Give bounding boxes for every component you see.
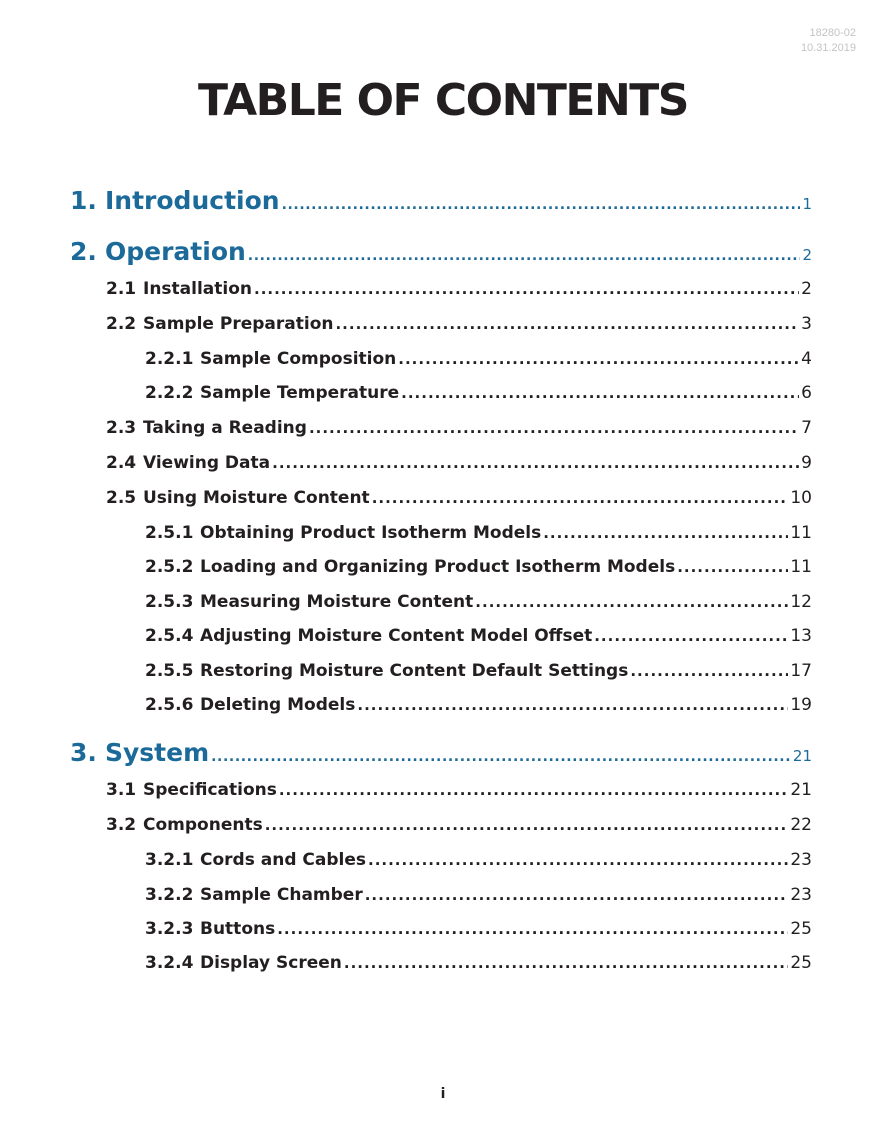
page-number: i xyxy=(440,1086,446,1102)
toc-entry-title: Deleting Models xyxy=(200,695,356,715)
dot-leader xyxy=(272,454,799,472)
toc-entry-page: 3 xyxy=(801,314,812,334)
toc-entry-page: 6 xyxy=(801,383,812,403)
document-number: 18280-02 xyxy=(809,27,856,39)
toc-entry-title: Taking a Reading xyxy=(143,418,307,438)
dot-leader xyxy=(401,384,799,402)
toc-entry-adjusting-model-offset[interactable] xyxy=(145,626,812,646)
dot-leader xyxy=(372,489,789,507)
dot-leader xyxy=(357,696,788,714)
toc-entry-cords-and-cables[interactable] xyxy=(145,850,812,870)
toc-entry-title: Restoring Moisture Content Default Settings xyxy=(200,661,629,681)
toc-entry-page: 25 xyxy=(790,919,812,939)
toc-entry-page: 2 xyxy=(802,246,812,264)
toc-entry-page: 21 xyxy=(792,747,812,765)
toc-entry-display-screen[interactable] xyxy=(145,953,812,973)
toc-entry-measuring-moisture-content[interactable] xyxy=(145,592,812,612)
toc-entry-number: 3.2 xyxy=(106,815,137,835)
toc-entry-installation[interactable] xyxy=(106,279,812,299)
toc-entry-page: 21 xyxy=(790,780,812,800)
toc-entry-number: 2.2 xyxy=(106,314,137,334)
toc-entry-page: 1 xyxy=(802,195,812,213)
toc-entry-specifications[interactable] xyxy=(106,780,812,800)
toc-entry-page: 22 xyxy=(790,815,812,835)
dot-leader xyxy=(398,350,799,368)
dot-leader xyxy=(365,886,789,904)
dot-leader xyxy=(335,315,799,333)
toc-entry-title: Measuring Moisture Content xyxy=(200,592,474,612)
toc-entry-loading-isotherm-models[interactable] xyxy=(145,557,812,577)
dot-leader xyxy=(279,781,789,799)
dot-leader xyxy=(677,558,788,576)
dot-leader xyxy=(309,419,799,437)
toc-entry-page: 23 xyxy=(790,850,812,870)
toc-entry-page: 13 xyxy=(790,626,812,646)
dot-leader xyxy=(277,920,788,938)
toc-entry-viewing-data[interactable] xyxy=(106,453,812,473)
toc-entry-page: 17 xyxy=(790,661,812,681)
toc-entry-number: 2.5.5 xyxy=(145,661,194,681)
toc-entry-number: 3.2.4 xyxy=(145,953,194,973)
toc-entry-page: 11 xyxy=(790,557,812,577)
toc-entry-sample-composition[interactable] xyxy=(145,349,812,369)
toc-entry-number: 2.5.2 xyxy=(145,557,194,577)
toc-entry-title: Operation xyxy=(105,237,246,266)
dot-leader xyxy=(543,524,788,542)
toc-entry-number: 3.2.3 xyxy=(145,919,194,939)
toc-entry-number: 1. xyxy=(70,186,97,215)
dot-leader xyxy=(344,954,788,972)
toc-entry-title: Viewing Data xyxy=(143,453,271,473)
toc-entry-title: Sample Composition xyxy=(200,349,397,369)
toc-entry-title: Buttons xyxy=(200,919,276,939)
toc-entry-buttons[interactable] xyxy=(145,919,812,939)
toc-entry-title: Installation xyxy=(143,279,253,299)
dot-leader xyxy=(475,593,788,611)
toc-entry-number: 2.5.1 xyxy=(145,523,194,543)
toc-entry-using-moisture-content[interactable] xyxy=(106,488,812,508)
toc-entry-title: Components xyxy=(143,815,263,835)
dot-leader xyxy=(248,248,801,264)
toc-entry-title: Cords and Cables xyxy=(200,850,366,870)
toc-entry-page: 12 xyxy=(790,592,812,612)
toc-entry-page: 10 xyxy=(790,488,812,508)
toc-entry-title: System xyxy=(105,738,210,767)
dot-leader xyxy=(282,197,801,213)
toc-entry-number: 3. xyxy=(70,738,97,767)
toc-entry-number: 3.2.1 xyxy=(145,850,194,870)
toc-entry-number: 3.1 xyxy=(106,780,137,800)
dot-leader xyxy=(265,816,789,834)
toc-entry-number: 2.2.2 xyxy=(145,383,194,403)
toc-entry-title: Loading and Organizing Product Isotherm Models xyxy=(200,557,676,577)
toc-entry-number: 2.4 xyxy=(106,453,137,473)
toc-entry-sample-temperature[interactable] xyxy=(145,383,812,403)
toc-entry-components[interactable] xyxy=(106,815,812,835)
toc-entry-taking-a-reading[interactable] xyxy=(106,418,812,438)
toc-entry-number: 2.2.1 xyxy=(145,349,194,369)
toc-entry-sample-preparation[interactable] xyxy=(106,314,812,334)
dot-leader xyxy=(211,749,791,765)
dot-leader xyxy=(594,627,788,645)
toc-entry-page: 23 xyxy=(790,885,812,905)
toc-entry-page: 2 xyxy=(801,279,812,299)
dot-leader xyxy=(368,851,788,869)
toc-entry-page: 19 xyxy=(790,695,812,715)
toc-entry-title: Adjusting Moisture Content Model Offset xyxy=(200,626,593,646)
toc-entry-title: Sample Chamber xyxy=(200,885,363,905)
toc-entry-number: 2. xyxy=(70,237,97,266)
toc-entry-sample-chamber[interactable] xyxy=(145,885,812,905)
toc-entry-title: Sample Preparation xyxy=(143,314,334,334)
document-date: 10.31.2019 xyxy=(800,42,856,54)
toc-entry-introduction[interactable] xyxy=(70,186,812,215)
toc-entry-title: Specifications xyxy=(143,780,277,800)
toc-entry-page: 7 xyxy=(801,418,812,438)
dot-leader xyxy=(254,280,799,298)
toc-entry-operation[interactable] xyxy=(70,237,812,266)
toc-entry-number: 2.5 xyxy=(106,488,137,508)
toc-entry-number: 2.3 xyxy=(106,418,137,438)
page-title: TABLE OF CONTENTS xyxy=(198,75,688,126)
toc-entry-page: 9 xyxy=(801,453,812,473)
toc-entry-page: 25 xyxy=(790,953,812,973)
toc-entry-restoring-default-settings[interactable] xyxy=(145,661,812,681)
toc-entry-page: 11 xyxy=(790,523,812,543)
toc-entry-obtaining-isotherm-models[interactable] xyxy=(145,523,812,543)
toc-entry-number: 2.5.3 xyxy=(145,592,194,612)
toc-entry-system[interactable] xyxy=(70,738,812,767)
toc-entry-page: 4 xyxy=(801,349,812,369)
toc-entry-title: Introduction xyxy=(105,186,280,215)
toc-entry-number: 2.1 xyxy=(106,279,137,299)
document-id xyxy=(801,26,856,56)
toc-entry-deleting-models[interactable] xyxy=(145,695,812,715)
toc-entry-title: Display Screen xyxy=(200,953,342,973)
toc-entry-title: Using Moisture Content xyxy=(143,488,370,508)
toc-entry-number: 3.2.2 xyxy=(145,885,194,905)
toc-entry-number: 2.5.6 xyxy=(145,695,194,715)
toc-entry-title: Obtaining Product Isotherm Models xyxy=(200,523,542,543)
toc-entry-title: Sample Temperature xyxy=(200,383,400,403)
toc-entry-number: 2.5.4 xyxy=(145,626,194,646)
dot-leader xyxy=(630,662,788,680)
